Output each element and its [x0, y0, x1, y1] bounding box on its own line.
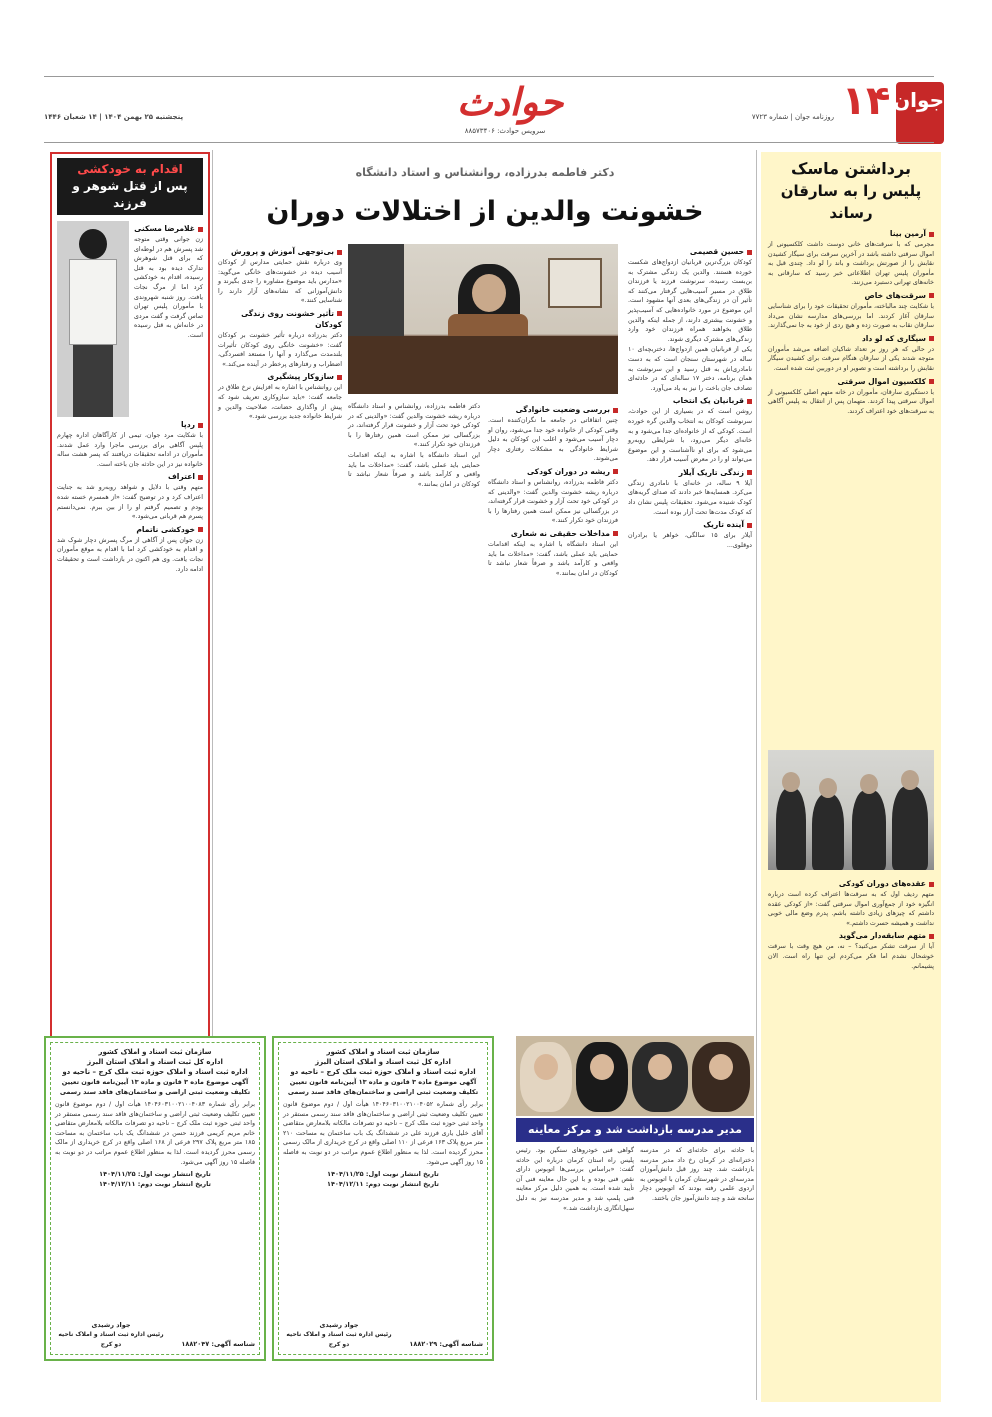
- bullet-square-icon: [337, 311, 342, 316]
- left-box-headline: [57, 158, 203, 215]
- yellow-paragraph: آیا از سرقت تشکر می‌کنید؟ – نه، من هیچ وقت با سرقت خوشحال نشدم اما فکر می‌کردم این تنها راه است. الان پشیمانم.: [768, 943, 934, 970]
- article-paragraph: این استاد دانشگاه با اشاره به اینکه اقدامات حمایتی باید عملی باشد، گفت: «مداخلات ما باید واقعی و کارآمد باشد و صرفاً شعار نباشد تا کودکان در امان بمانند.»: [488, 540, 618, 577]
- blurred-face: [782, 772, 800, 792]
- suspect-figure: [776, 788, 806, 870]
- yellow-paragraph: متهم ردیف اول که به سرقت‌ها اعتراف کرده است درباره انگیزه خود از جمع‌آوری اموال سرقتی گفت: «از کودکی عقده داشتم که چیزهای زیادی داشته باشم. پدرم وضع مالی خوبی نداشت و همیشه حسرت داشتم.»: [768, 891, 934, 927]
- yellow-byline: [768, 228, 934, 239]
- left-box-top: [57, 221, 203, 417]
- bullet-square-icon: [929, 934, 934, 939]
- article-kicker: دکتر فاطمه بدرزاده، روانشناس و استاد دانشگاه: [355, 166, 615, 179]
- bullet-square-icon: [747, 470, 752, 475]
- ad-date-second: تاریخ انتشار نوبت دوم: ۱۴۰۴/۱۲/۱۱: [99, 1180, 211, 1189]
- left-box-byline: [134, 223, 203, 234]
- suspect-photo: [57, 221, 129, 417]
- bullet-square-icon: [198, 527, 203, 532]
- person-face: [472, 274, 506, 312]
- ad-signer-title: رئیس اداره ثبت اسناد و املاک ناحیه دو کرج: [286, 1331, 392, 1348]
- suspect-shirt: [69, 259, 117, 345]
- article-subhead: قربانیان یک انتخاب: [672, 396, 744, 406]
- yellow-paragraph: با شکایت چند مالباخته، مأموران تحقیقات خود را برای شناسایی سارقان آغاز کردند. اما بررسی‌های مدارسه نشان می‌داد سارقان نقاب به صورت زده و هیچ ردی از خود به جا نمی‌گذارند.: [767, 302, 934, 330]
- article-paragraph: کودکان بزرگ‌ترین قربانیان ازدواج‌های شکست خورده هستند. والدین یک زندگی مشترک به بن‌بست رسیده، سرنوشت فرزند یا فرزندان طلاق در مسیر آسیب‌هایی گرفتار می‌کنند که تأثیر آن در زندگی‌های بعدی آنها مشهود است. این موضوع در مورد خانواده‌هایی که آسیب‌پذیر و خشونت بیشتری دارند، از جمله اینکه والدین طلاق بخواهند همراه فرزندان خود وارد زندگی‌های مشترک دیگری شوند.: [628, 259, 752, 343]
- suspect-figure: [892, 786, 928, 870]
- face-shape: [590, 1054, 614, 1080]
- school-col-right: [640, 1146, 754, 1396]
- article-subhead: زندگی تاریک آیلار: [678, 467, 744, 477]
- bullet-square-icon: [747, 399, 752, 404]
- article-paragraph: یکی از قربانیان همین ازدواج‌ها، دختربچه‌ای ۱۰ ساله در شهرستان سنجان است که به دست نامادری‌اش به قتل رسید و این سرنوشت به همان برنامه، دختر ۱۷ ساله‌ای که در حادثه‌ای تصادف جان باخت را نیز به یاد می‌آورد.: [628, 346, 752, 392]
- yellow-subhead-text: متهم سابقه‌دار می‌گوید: [839, 931, 926, 941]
- article-paragraph: دکتر بدرزاده درباره تأثیر خشونت بر کودکان گفت: «خشونت خانگی روی کودکان تأثیرات بلندمدت می‌گذارد و آنها را مستعد افسردگی، اضطراب و رفتارهای پرخطر در آینده می‌کند.»: [218, 331, 342, 368]
- left-box-paragraph: با شکایت مرد جوان، تیمی از کارآگاهان اداره چهارم پلیس آگاهی برای بررسی ماجرا وارد عمل شدند. مأموران در ادامه تحقیقات دریافتند که پسر هشت ساله خانواده نیز در این حادثه جان باخته است.: [57, 432, 203, 468]
- yellow-column-lower: [768, 876, 934, 1396]
- face-shape: [648, 1054, 672, 1080]
- service-phone: سرویس حوادث: ۸۸۵۷۳۴۰۶: [464, 127, 546, 135]
- article-subhead: تأثیر خشونت روی زندگی کودکان: [241, 308, 342, 329]
- bullet-square-icon: [198, 227, 203, 232]
- left-box-subhead: ردپا: [181, 420, 195, 429]
- bullet-square-icon: [337, 375, 342, 380]
- yellow-paragraph: مجرمی که با سرقت‌های خانی دوست داشت کلکسیونی از اموال سرقتی داشته باشد در آخرین سرقت برای سیگار کشیدن نقابش را از صورتش برداشت و باند را لو داد. چندی قبل به مأموران پلیس تهران اطلاعاتی خبر رسید که سارقانی به خانه‌های تهرانی دستبرد می‌زنند.: [768, 241, 934, 287]
- ad-signer-name: جواد رشیدی: [91, 1321, 131, 1329]
- article-subhead: مداخلات حقیقی نه شعاری: [510, 528, 610, 538]
- ad-office: اداره ثبت اسناد و املاک حوزه ثبت ملک کرج – ناحیه دو: [290, 1068, 476, 1076]
- article-paragraph: آیلار برای ۱۵ سالگی، خواهر یا برادران دوقلوی...: [628, 532, 752, 549]
- header-bottom-rule: [44, 142, 934, 143]
- newspaper-logo: [893, 82, 944, 144]
- ad-org: سازمان ثبت اسناد و املاک کشور: [98, 1048, 212, 1056]
- yellow-section-0: [768, 240, 934, 288]
- ad-signer-name: جواد رشیدی: [319, 1321, 359, 1329]
- article-paragraph: دکتر فاطمه بدرزاده، روانشناس و استاد دانشگاه درباره ریشه خشونت والدین گفت: «والدینی که در کودکی خود تحت آزار و خشونت قرار گرفته‌اند، در بزرگسالی نیز ممکن است همین رفتارها را با فرزندان خود تکرار کنند.»: [348, 403, 480, 449]
- ad-signature: [55, 1320, 167, 1350]
- bullet-square-icon: [929, 882, 934, 887]
- article-subhead: بررسی وضعیت خانوادگی: [515, 405, 610, 414]
- ad-office: اداره ثبت اسناد و املاک حوزه ثبت ملک کرج – ناحیه دو: [62, 1068, 248, 1076]
- ad-signer-title: رئیس اداره ثبت اسناد و املاک ناحیه دو کرج: [58, 1331, 164, 1348]
- legal-ad-2: [44, 1036, 266, 1361]
- yellow-subhead-text: سیگاری که لو داد: [861, 333, 926, 343]
- school-article-title: مدیر مدرسه بازداشت شد و مرکز معاینه فنی پلمپ: [516, 1118, 754, 1142]
- page-number: ۱۴: [841, 78, 891, 124]
- left-box-paragraph: متهم وقتی با دلایل و شواهد روبه‌رو شد به جنایت اعتراف کرد و در توضیح گفت: «از همسرم خسته شده بودم و تصمیم گرفتم او را از بین ببرم. نمی‌دانستم پسرم هم قربانی می‌شود.»: [57, 484, 203, 521]
- article-paragraph: این روانشناس با اشاره به افزایش نرخ طلاق در جامعه گفت: «باید سازوکاری تعریف شود که پیش از واگذاری حضانت، صلاحیت والدین و شرایط خانواده جدید بررسی شود.»: [218, 384, 342, 421]
- yellow-subhead: [768, 333, 934, 344]
- blurred-face: [901, 770, 919, 790]
- header-top-rule: [44, 76, 934, 77]
- bullet-square-icon: [929, 336, 934, 341]
- suspects-photo: [768, 750, 934, 870]
- wall-frame: [548, 258, 602, 308]
- bullet-square-icon: [747, 250, 752, 255]
- yellow-byline-text: آرمین بینا: [889, 229, 926, 238]
- left-box-paragraph: زن جوان پس از آگاهی از مرگ پسرش دچار شوک شد و اقدام به خودکشی کرد اما با اقدام به موقع مأموران نجات یافت. وی هم اکنون در بازداشت است و تحقیقات ادامه دارد.: [57, 536, 203, 573]
- ad-number: شناسه آگهی: ۱۸۸۲۰۲۹: [409, 1340, 483, 1348]
- left-box-paragraph: زن جوانی وقتی متوجه شد پسرش هم در لوطه‌ای که برای قتل شوهرش تدارک دیده بود به قتل رسیده، اقدام به خودکشی کرد اما از مرگ نجات یافت. روز شنبه شهروندی با مأموران پلیس تهران تماس گرفت و گفت مردی در خانه‌اش به قتل رسیده است.: [134, 236, 203, 339]
- left-box-subhead: اعتراف: [167, 472, 195, 482]
- face-shape: [534, 1054, 558, 1080]
- logo-text: جوان: [893, 88, 944, 112]
- ad-number: شناسه آگهی: ۱۸۸۲۰۴۷: [181, 1340, 255, 1348]
- bullet-square-icon: [929, 232, 934, 237]
- ad-dept: اداره کل ثبت اسناد و املاک استان البرز: [87, 1058, 223, 1066]
- yellow-subhead-text: کلکسیون اموال سرقتی: [837, 376, 926, 386]
- ad-date-first: تاریخ انتشار نوبت اول: ۱۴۰۴/۱۱/۲۵: [99, 1170, 211, 1179]
- article-subhead: آینده تاریک: [703, 520, 744, 530]
- bullet-square-icon: [198, 423, 203, 428]
- ad-date-first: تاریخ انتشار نوبت اول: ۱۴۰۴/۱۱/۲۵: [327, 1170, 439, 1179]
- yellow-subhead-text: عقده‌های دوران کودکی: [838, 879, 926, 888]
- bullet-square-icon: [613, 531, 618, 536]
- psychologist-photo: [348, 244, 618, 394]
- article-paragraph: دکتر فاطمه بدرزاده، روانشناس و استاد دانشگاه درباره ریشه خشونت والدین گفت: «والدینی که در کودکی خود تحت آزار و خشونت قرار گرفته‌اند، در بزرگسالی نیز ممکن است همین رفتارها را با فرزندان خود تکرار کنند.»: [488, 478, 618, 525]
- left-box-byline-text: غلامرضا مسکنی: [134, 224, 195, 233]
- article-byline: [628, 246, 752, 257]
- bullet-square-icon: [613, 408, 618, 413]
- desk-shape: [348, 336, 618, 394]
- ad-subject: آگهی موضوع ماده ۳ قانون و ماده ۱۳ آیین‌نامه قانون تعیین تکلیف وضعیت ثبتی اراضی و ساختمان‌های فاقد سند رسمی: [287, 1078, 479, 1096]
- yellow-paragraph: با دستگیری سارقان، مأموران در خانه متهم اصلی کلکسیونی از اموال سرقتی پیدا کردند. متهمان پس از انتقال به پلیس آگاهی به سرقت‌های خود اعتراف کردند.: [768, 388, 934, 415]
- bullet-square-icon: [929, 293, 934, 298]
- school-col-left: [516, 1146, 634, 1396]
- article-byline-text: حسین قصیمی: [689, 247, 744, 256]
- yellow-title-line1: برداشتن ماسک: [791, 159, 911, 178]
- bullet-square-icon: [747, 523, 752, 528]
- article-subhead: سازوکار پیشگیری: [267, 372, 334, 382]
- article-paragraph: این استاد دانشگاه با اشاره به اینکه اقدامات حمایتی باید عملی باشد، گفت: «مداخلات ما باید واقعی و کارآمد باشد و صرفاً شعار نباشد تا کودکان در امان بمانند.»: [348, 451, 480, 488]
- ad-org: سازمان ثبت اسناد و املاک کشور: [326, 1048, 440, 1056]
- suspect-figure: [812, 794, 844, 870]
- yellow-title-line2: پلیس را به سارقان رساند: [780, 182, 922, 222]
- ad-body: برابر رأی شماره ۱۴۰۴۶۰۳۱۰۰۲۱۰۰۴۰۵۲ هیأت اول / دوم موضوع قانون تعیین تکلیف وضعیت ثبتی اراضی و ساختمان‌های فاقد سند رسمی مستقر در واحد ثبتی حوزه ثبت ملک کرج – ناحیه دو تصرفات مالکانه بلامعارض متقاضی آقای خلیل یاری فرزند علی در ششدانگ یک باب ساختمان به مساحت ۲۱۰ متر مربع پلاک ۱۶۳ فرعی از ۱۱۰ اصلی واقع در کرج خریداری از مالک رسمی محرز گردیده است. لذا به منظور اطلاع عموم مراتب در دو نوبت به فاصله ۱۵ روز آگهی می‌شود.: [283, 1101, 483, 1166]
- yellow-subhead: [768, 878, 934, 889]
- blurred-face: [860, 774, 878, 794]
- shelf-shape: [348, 244, 404, 336]
- article-paragraph: روشن است که در بسیاری از این حوادث، سرنوشت کودکان به انتخاب والدین گره خورده است. کودکی که از خانواده‌ای جدا می‌شود و به خانه‌ای دیگر می‌رود، با شرایطی روبه‌رو می‌شود که برای او ناآشناست و این موضوع می‌تواند او را در معرض آسیب قرار دهد.: [628, 408, 752, 464]
- face-shape: [709, 1054, 733, 1080]
- ad-date-second: تاریخ انتشار نوبت دوم: ۱۴۰۴/۱۲/۱۱: [327, 1180, 439, 1189]
- article-subhead: بی‌توجهی آموزش و پرورش: [230, 247, 334, 256]
- article-paragraph: چنین اتفاقاتی در جامعه ما نگران‌کننده است. وقتی کودکی از خانواده خود جدا می‌شود، روان او دچار آسیب می‌شود و اغلب این کودکان به دلیل شرایط خانوادگی به مشکلات رفتاری دچار می‌شوند.: [488, 417, 618, 463]
- ad-subject: آگهی موضوع ماده ۳ قانون و ماده ۱۳ آیین‌نامه قانون تعیین تکلیف وضعیت ثبتی اراضی و ساختمان‌های فاقد سند رسمی: [59, 1078, 251, 1096]
- bullet-square-icon: [929, 379, 934, 384]
- article-subhead: ریشه در دوران کودکی: [526, 466, 610, 476]
- left-box-title-line2: پس از قتل شوهر و فرزند: [72, 179, 188, 210]
- article-paragraph: وی درباره نقش حمایتی مدارس از کودکان آسیب دیده در خشونت‌های خانگی می‌گوید: «مدارس باید موضوع مشاوره را جدی بگیرند و دانش‌آموزانی که نشانه‌های آزار دارند را شناسایی کنند.»: [218, 259, 342, 305]
- column-divider: [756, 150, 757, 1400]
- bullet-square-icon: [337, 250, 342, 255]
- issue-date: پنجشنبه ۲۵ بهمن ۱۴۰۴ | ۱۴ شعبان ۱۴۴۶: [44, 113, 184, 121]
- article-title: خشونت والدین از اختلالات دوران: [266, 196, 704, 227]
- ad-signature: [283, 1320, 395, 1350]
- school-paragraph: با حادثه برای حادثه‌ای که در مدرسه دخترانه‌ای در کرمان رخ داد مدیر مدرسه بازداشت شد. چند روز قبل دانش‌آموزان مدرسه‌ای در شهرستان کرمان با اتوبوس به اردوی علمی رفته بودند که اتوبوس دچار سانحه شد و چند دانش‌آموز جان باختند.: [640, 1147, 754, 1202]
- legal-ad-1: [272, 1036, 494, 1361]
- ad-dept: اداره کل ثبت اسناد و املاک استان البرز: [315, 1058, 451, 1066]
- victims-photos: [516, 1036, 754, 1116]
- yellow-subhead: [768, 290, 934, 301]
- yellow-subhead: [768, 376, 934, 387]
- bullet-square-icon: [613, 469, 618, 474]
- blurred-face: [79, 229, 107, 259]
- section-title: حوادث: [456, 80, 564, 124]
- suspect-figure: [852, 790, 886, 870]
- ad-body: برابر رأی شماره ۱۴۰۴۶۰۳۱۰۰۲۱۰۰۴۰۸۳ هیأت اول / دوم موضوع قانون تعیین تکلیف وضعیت ثبتی اراضی و ساختمان‌های فاقد سند رسمی مستقر در واحد ثبتی حوزه ثبت ملک کرج – ناحیه دو تصرفات مالکانه بلامعارض متقاضی خانم مریم کریمی فرزند حسن در ششدانگ یک باب ساختمان به مساحت ۱۸۵ متر مربع پلاک ۲۹۷ فرعی از ۱۶۸ اصلی واقع در کرج خریداری از مالک رسمی محرز گردیده است. لذا به منظور اطلاع عموم مراتب در دو نوبت به فاصله ۱۵ روز آگهی می‌شود.: [55, 1101, 255, 1166]
- left-box-subhead: خودکشی ناتمام: [136, 524, 195, 534]
- yellow-subhead: [768, 930, 934, 941]
- suspect-pants: [73, 345, 113, 417]
- blurred-face: [819, 778, 837, 798]
- school-paragraph: گواهی‌ فنی خودروهای سنگین بود. رئیس پلیس راه استان کرمان درباره این حادثه گفت: «براساس بررسی‌ها اتوبوس دارای نقص فنی بوده و با این حال معاینه فنی آن تأیید شده است. به همین دلیل مرکز معاینه فنی پلمپ شد و مدیر مدرسه نیز به دلیل سهل‌انگاری بازداشت شد.»: [516, 1147, 634, 1212]
- article-paragraph: آیلا ۹ ساله، در خانه‌ای با نامادری زندگی می‌کرد. همسایه‌ها خبر دادند که صدای گریه‌های کودک شنیده می‌شود. تحقیقات پلیس نشان داد که کودک مدت‌ها تحت آزار بوده است.: [628, 479, 753, 516]
- yellow-paragraph: در حالی که هر روز بر تعداد شاکیان اضافه می‌شد مأموران متوجه شدند یکی از سارقان هنگام سرقت برای کشیدن سیگار نقابش را برداشته است و تصویر او در دوربین ثبت شده است.: [768, 345, 934, 372]
- left-box-title-line1: اقدام به خودکشی: [77, 162, 183, 176]
- yellow-subhead-text: سرقت‌های خاص: [864, 290, 926, 300]
- bullet-square-icon: [198, 475, 203, 480]
- paper-issue-info: روزنامه جوان | شماره ۷۷۲۳: [751, 113, 834, 121]
